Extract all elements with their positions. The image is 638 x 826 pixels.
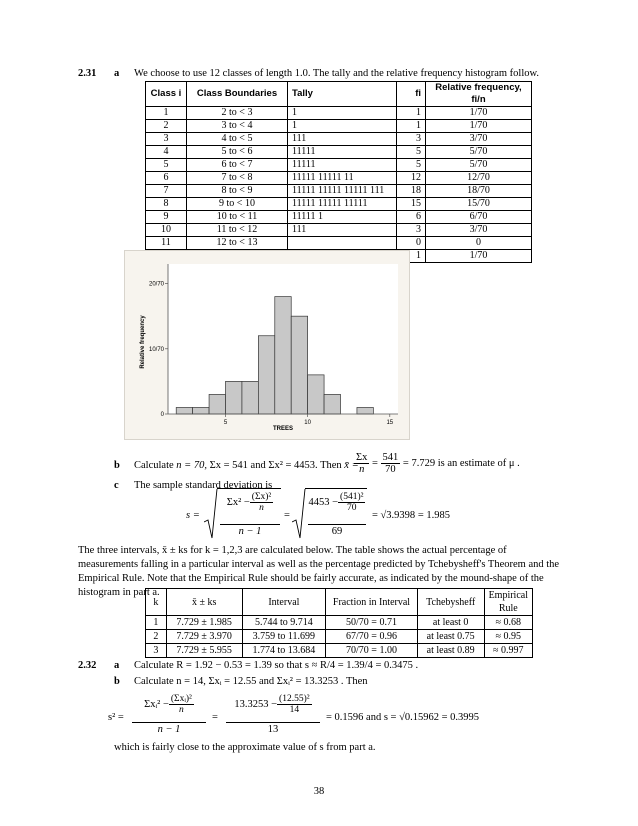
y-tick-label: 0 <box>160 412 164 418</box>
part-b-fraction: $\frac{\Sigma x}{n}$ = $\frac{541}{70}$ = 7.729 is an estimate of μ . <box>356 452 520 475</box>
part-c-text: The sample standard deviation is <box>134 480 273 491</box>
cell-fi: 1 <box>397 250 426 263</box>
cell-relfreq: 15/70 <box>426 198 532 211</box>
frequency-row <box>146 185 532 198</box>
mean-fraction-2 <box>381 452 401 475</box>
cmp-cell-empirical: ≈ 0.95 <box>484 630 532 644</box>
std-dev-radical-2 <box>292 488 368 540</box>
page-number: 38 <box>313 786 325 797</box>
p232-part-b-text: Calculate n = 14, Σxᵢ = 12.55 and Σxᵢ² = 13.3253 . Then <box>134 676 368 687</box>
cmp-cell-fraction: 67/70 = 0.96 <box>326 630 418 644</box>
variance-eq: = <box>212 712 218 723</box>
cell-tally: 111 <box>288 133 397 146</box>
histogram-bar <box>357 407 373 414</box>
cmp-header-empirical: Empirical Rule <box>484 589 532 616</box>
problem-number-2-32: 2.32 <box>78 660 97 671</box>
y-tick-label: 10/70 <box>148 346 164 353</box>
histogram-bar <box>324 394 340 414</box>
cell-boundaries: 5 to < 6 <box>187 146 288 159</box>
radical-sign-icon <box>204 488 218 540</box>
cmp-cell-k: 3 <box>146 644 167 658</box>
std-dev-result <box>372 510 450 521</box>
cell-boundaries: 6 to < 7 <box>187 159 288 172</box>
part-b-then: . Then <box>315 460 342 471</box>
cmp-cell-fraction: 70/70 = 1.00 <box>326 644 418 658</box>
cmp-cell-tchebysheff: at least 0.89 <box>417 644 484 658</box>
cell-fi: 3 <box>397 224 426 237</box>
std-dev-num1 <box>218 492 282 513</box>
mean-fraction-1 <box>354 452 369 475</box>
cell-tally: 11111 11111 11111 <box>288 198 397 211</box>
std-dev-num2-b: (541)² <box>340 492 364 502</box>
mean-frac-den1: n <box>359 464 365 475</box>
cell-boundaries: 8 to < 9 <box>187 185 288 198</box>
histogram-bar <box>275 297 291 414</box>
std-dev-num2-a: 4453 − <box>308 496 339 508</box>
cell-class: 1 <box>146 107 187 120</box>
cmp-cell-interval: 1.774 to 13.684 <box>242 644 326 658</box>
variance-num2 <box>224 694 322 715</box>
cmp-cell-interval: 5.744 to 9.714 <box>242 616 326 630</box>
part-b-and: and <box>250 460 266 471</box>
variance-s2: s² = <box>108 712 124 723</box>
cell-class: 11 <box>146 237 187 250</box>
variance-num1-a: Σxᵢ² − <box>144 698 169 710</box>
cell-fi: 15 <box>397 198 426 211</box>
header-class: Class i <box>146 82 187 107</box>
cell-relfreq: 5/70 <box>426 146 532 159</box>
relative-frequency-histogram <box>124 250 410 440</box>
cmp-cell-xbar-ks: 7.729 ± 5.955 <box>166 644 242 658</box>
cell-boundaries: 7 to < 8 <box>187 172 288 185</box>
cmp-cell-fraction: 50/70 = 0.71 <box>326 616 418 630</box>
histogram-bar <box>291 316 307 414</box>
frequency-row <box>146 172 532 185</box>
std-dev-result-1: = √3.9398 <box>372 510 416 521</box>
std-dev-result-2: = 1.985 <box>417 510 450 521</box>
cell-class: 3 <box>146 133 187 146</box>
std-dev-num1-c: n <box>259 503 264 513</box>
cmp-cell-k: 1 <box>146 616 167 630</box>
cell-class: 6 <box>146 172 187 185</box>
std-dev-den1: n − 1 <box>238 526 262 537</box>
histogram-bar <box>308 375 324 414</box>
cell-boundaries: 9 to < 10 <box>187 198 288 211</box>
std-dev-radical-1 <box>204 488 282 540</box>
part-b-line <box>134 460 359 471</box>
cmp-header-interval: Interval <box>242 589 326 616</box>
frequency-row <box>146 211 532 224</box>
std-dev-num1-a: Σx² − <box>226 496 250 508</box>
header-boundaries: Class Boundaries <box>187 82 288 107</box>
comparison-row <box>146 616 533 630</box>
histogram-bar <box>258 336 274 414</box>
cell-class: 9 <box>146 211 187 224</box>
cell-fi: 0 <box>397 237 426 250</box>
cell-relfreq: 18/70 <box>426 185 532 198</box>
histogram-bar <box>176 407 192 414</box>
mean-frac-num2: 541 <box>382 452 399 463</box>
variance-num2-c: 14 <box>289 705 300 715</box>
y-axis-label: Relative frequency <box>140 315 146 369</box>
cmp-cell-interval: 3.759 to 11.699 <box>242 630 326 644</box>
cell-fi: 5 <box>397 146 426 159</box>
cell-tally: 1 <box>288 120 397 133</box>
cell-tally: 11111 11111 11111 111 <box>288 185 397 198</box>
histogram-frame <box>124 250 410 440</box>
frequency-table-header <box>146 82 532 107</box>
part-b-sumx: Σx = 541 <box>209 460 248 471</box>
paragraph-intervals: The three intervals, x̄ ± ks for k = 1,2,3 are calculated below. The table shows the actual percentage of measurements falling in a particular interval as well as the percentage predicted by Tchebysheff's Theorem and the Empirical Rule. Note that the Empirical Rule should be fairly accurate, as indicated by the mound-shape of the histogram in part a. <box>78 545 560 598</box>
cell-fi: 1 <box>397 107 426 120</box>
variance-num1-c: n <box>179 705 184 715</box>
histogram-bar <box>226 381 242 414</box>
frequency-row <box>146 159 532 172</box>
cell-relfreq: 1/70 <box>426 120 532 133</box>
cell-fi: 5 <box>397 159 426 172</box>
variance-result: = 0.1596 and s = √0.15962 = 0.3995 <box>326 712 480 723</box>
cell-boundaries: 3 to < 4 <box>187 120 288 133</box>
x-axis-label: TREES <box>272 426 294 432</box>
cell-relfreq: 5/70 <box>426 159 532 172</box>
cmp-cell-k: 2 <box>146 630 167 644</box>
std-dev-num2-c: 70 <box>347 503 357 513</box>
std-dev-s: s = <box>186 510 200 521</box>
cmp-cell-empirical: ≈ 0.997 <box>484 644 532 658</box>
x-tick-label: 10 <box>304 420 311 426</box>
cell-relfreq: 6/70 <box>426 211 532 224</box>
cmp-cell-tchebysheff: at least 0 <box>417 616 484 630</box>
p232-closing: which is fairly close to the approximate value of s from part a. <box>114 742 376 753</box>
cell-relfreq: 12/70 <box>426 172 532 185</box>
histogram-bar <box>209 394 225 414</box>
header-tally: Tally <box>288 82 397 107</box>
part-b-calculate: Calculate <box>134 460 174 471</box>
x-tick-label: 5 <box>223 420 228 426</box>
variance-num1-b: (Σxᵢ)² <box>170 694 192 704</box>
std-dev-eq: = <box>284 510 290 521</box>
std-dev-formula <box>186 510 200 521</box>
variance-den2: 13 <box>267 724 279 735</box>
frequency-row <box>146 146 532 159</box>
variance-num1 <box>130 694 208 715</box>
frequency-row <box>146 198 532 211</box>
mean-frac-num1: Σx <box>356 452 368 463</box>
cmp-cell-tchebysheff: at least 0.75 <box>417 630 484 644</box>
cell-relfreq: 3/70 <box>426 224 532 237</box>
frequency-row <box>146 107 532 120</box>
cell-class: 5 <box>146 159 187 172</box>
cmp-cell-xbar-ks: 7.729 ± 3.970 <box>166 630 242 644</box>
mean-frac-den2: 70 <box>385 464 396 475</box>
cell-fi: 1 <box>397 120 426 133</box>
radical-sign-icon <box>292 488 306 540</box>
cell-boundaries: 2 to < 3 <box>187 107 288 120</box>
variance-den1: n − 1 <box>157 724 181 735</box>
cell-relfreq: 3/70 <box>426 133 532 146</box>
part-c-label: c <box>114 480 119 491</box>
cell-fi: 18 <box>397 185 426 198</box>
cell-tally: 11111 <box>288 146 397 159</box>
frequency-row <box>146 224 532 237</box>
cell-boundaries: 10 to < 11 <box>187 211 288 224</box>
cell-tally: 11111 1 <box>288 211 397 224</box>
histogram-bar <box>242 381 258 414</box>
cell-class: 8 <box>146 198 187 211</box>
frequency-row <box>146 237 532 250</box>
cell-relfreq: 0 <box>426 237 532 250</box>
cell-tally: 11111 11111 11 <box>288 172 397 185</box>
cmp-header-xbar-ks: x̄ ± ks <box>166 589 242 616</box>
cell-tally: 1 <box>288 107 397 120</box>
frequency-row <box>146 133 532 146</box>
cell-tally: 111 <box>288 224 397 237</box>
cell-class: 2 <box>146 120 187 133</box>
cell-tally: 11111 <box>288 159 397 172</box>
comparison-header <box>146 589 533 616</box>
comparison-row <box>146 630 533 644</box>
part-a-text: We choose to use 12 classes of length 1.0. The tally and the relative frequency histogram follow. <box>134 68 540 79</box>
mean-result: = 7.729 is an estimate of μ . <box>402 457 520 469</box>
p232-part-a-text: Calculate R = 1.92 − 0.53 = 1.39 so that s ≈ R/4 = 1.39/4 = 0.3475 . <box>134 660 419 671</box>
cell-class: 4 <box>146 146 187 159</box>
header-relative-frequency: Relative frequency, fi/n <box>426 82 532 107</box>
cell-boundaries: 4 to < 5 <box>187 133 288 146</box>
part-a-label: a <box>114 68 120 79</box>
cell-boundaries: 12 to < 13 <box>187 237 288 250</box>
std-dev-num1-b: (Σx)² <box>251 492 272 502</box>
cell-tally <box>288 237 397 250</box>
variance-num2-a: 13.3253 − <box>234 698 278 710</box>
y-tick-label: 20/70 <box>148 281 164 288</box>
part-b-xbar: x̄ = <box>344 460 359 471</box>
part-b-sumx2: Σx² = 4453 <box>268 460 316 471</box>
part-b-label: b <box>114 460 120 471</box>
cell-class: 10 <box>146 224 187 237</box>
p232-part-a-label: a <box>114 660 120 671</box>
p232-part-b-label: b <box>114 676 120 687</box>
variance-num2-b: (12.55)² <box>279 694 310 704</box>
problem-number-2-31: 2.31 <box>78 68 97 79</box>
cell-fi: 12 <box>397 172 426 185</box>
comparison-table <box>145 588 533 658</box>
histogram-bar <box>193 407 209 414</box>
cell-relfreq: 1/70 <box>426 250 532 263</box>
cell-fi: 6 <box>397 211 426 224</box>
part-b-n: n = 70, <box>176 460 207 471</box>
cmp-cell-empirical: ≈ 0.68 <box>484 616 532 630</box>
cell-boundaries: 11 to < 12 <box>187 224 288 237</box>
frequency-table <box>145 81 532 263</box>
cmp-header-fraction: Fraction in Interval <box>326 589 418 616</box>
cmp-header-tchebysheff: Tchebysheff <box>417 589 484 616</box>
header-fi: fi <box>397 82 426 107</box>
std-dev-num2 <box>306 492 368 513</box>
cell-fi: 3 <box>397 133 426 146</box>
cmp-header-k: k <box>146 589 167 616</box>
x-tick-label: 15 <box>386 420 394 426</box>
cmp-cell-xbar-ks: 7.729 ± 1.985 <box>166 616 242 630</box>
frequency-row <box>146 120 532 133</box>
cell-relfreq: 1/70 <box>426 107 532 120</box>
std-dev-den2: 69 <box>331 526 343 537</box>
cell-class: 7 <box>146 185 187 198</box>
comparison-row <box>146 644 533 658</box>
